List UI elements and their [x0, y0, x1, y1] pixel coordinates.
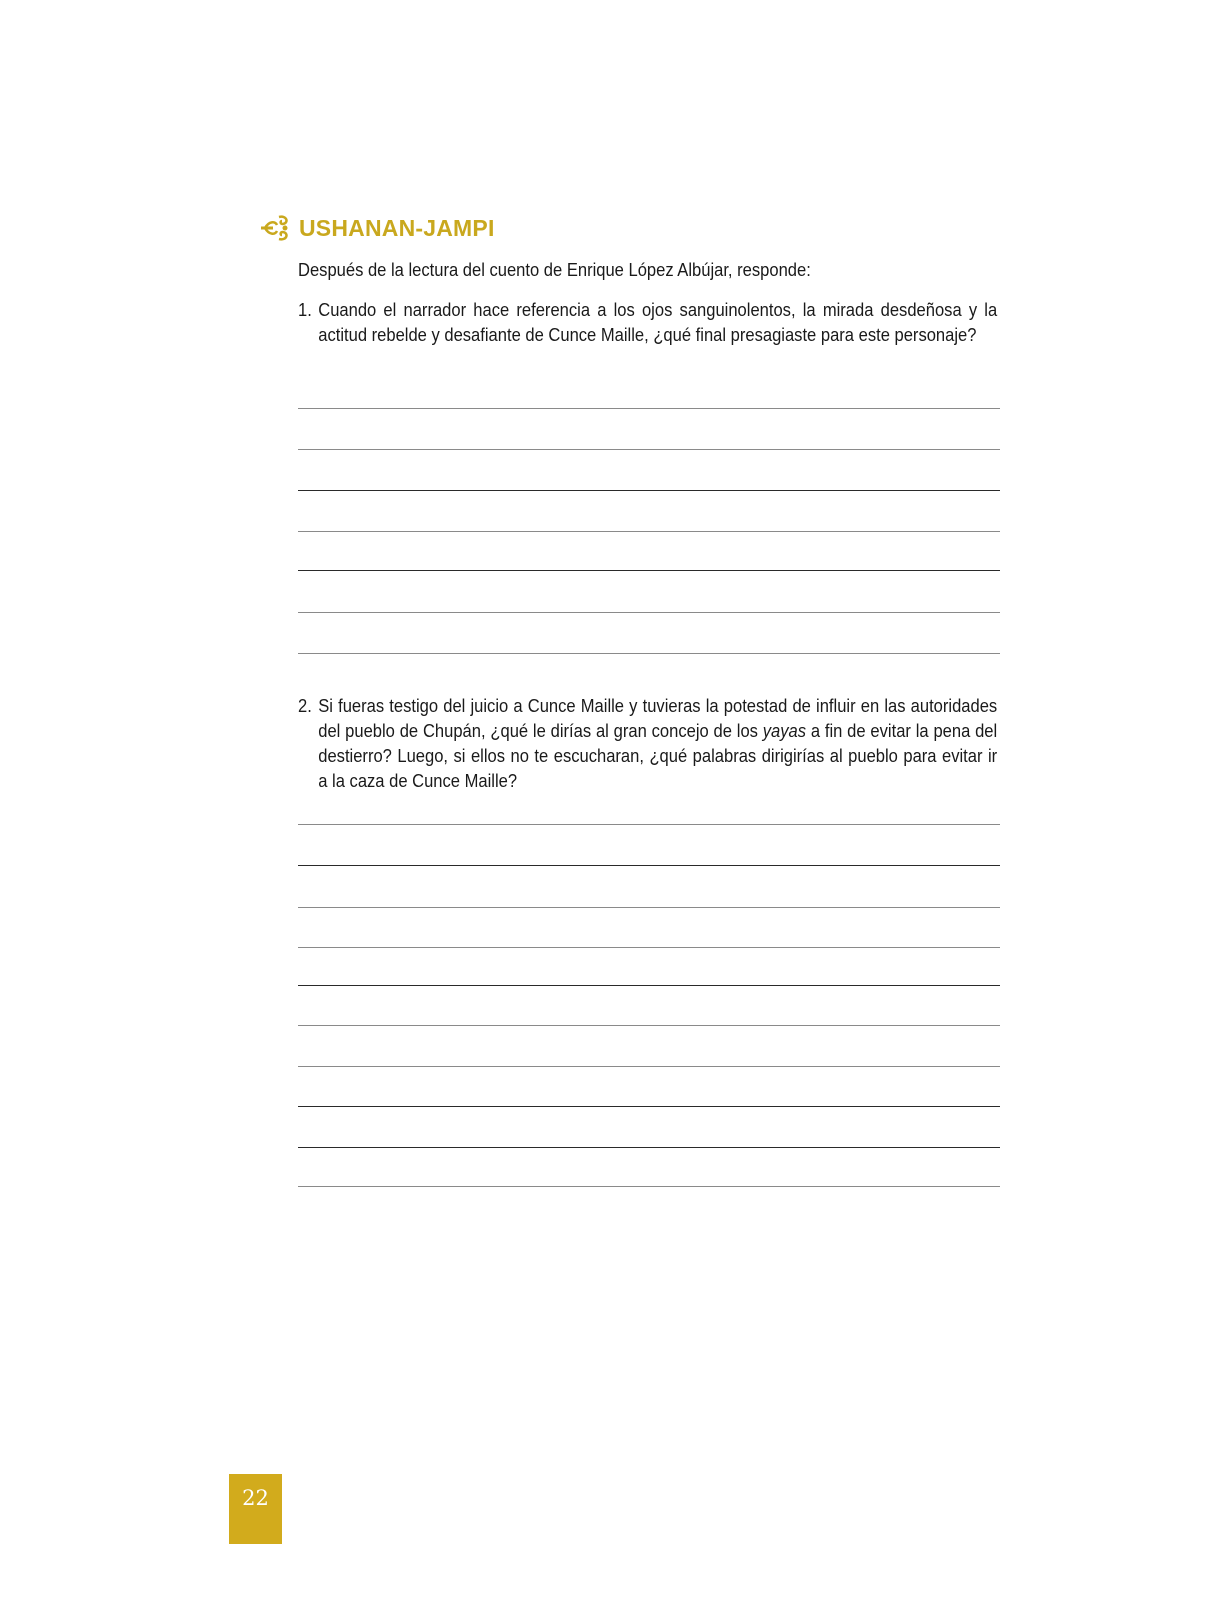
answer-line[interactable]	[298, 653, 1000, 654]
answer-line[interactable]	[298, 865, 1000, 866]
answer-line[interactable]	[298, 490, 1000, 491]
answer-line[interactable]	[298, 1186, 1000, 1187]
answer-line[interactable]	[298, 1106, 1000, 1107]
question-number: 2.	[298, 696, 312, 716]
question-text-part: a fin de evitar la pena del destierro? Luego, si ellos no te escucharan, ¿qué palabras dirigirías al pueblo para evitar ir a la caza de Cunce Maille?	[318, 721, 998, 791]
question-text	[318, 694, 997, 794]
question-text-italic: yayas	[762, 721, 807, 741]
answer-line[interactable]	[298, 612, 1000, 613]
page-number: 22	[242, 1486, 269, 1510]
answer-line[interactable]	[298, 1147, 1000, 1148]
page-number-badge	[229, 1474, 282, 1544]
fleuron-icon	[259, 211, 293, 245]
answer-line[interactable]	[298, 1066, 1000, 1067]
answer-line[interactable]	[298, 985, 1000, 986]
question-text: Cuando el narrador hace referencia a los ojos sanguinolentos, la mirada desdeñosa y la actitud rebelde y desafiante de Cunce Maille, ¿qué final presagiaste para este personaje?	[318, 300, 998, 345]
answer-line[interactable]	[298, 1025, 1000, 1026]
answer-line[interactable]	[298, 531, 1000, 532]
question-1	[298, 298, 997, 348]
intro-instruction: Después de la lectura del cuento de Enrique López Albújar, responde:	[298, 260, 811, 280]
question-text-part: Si fueras testigo del juicio a Cunce Maille y tuvieras la potestad de influir en las autoridades del pueblo de Chupán, ¿qué le dirías al gran concejo de los	[318, 696, 998, 741]
answer-line[interactable]	[298, 408, 1000, 409]
answer-line[interactable]	[298, 907, 1000, 908]
answer-line[interactable]	[298, 449, 1000, 450]
section-heading	[259, 208, 495, 248]
question-number: 1.	[298, 300, 312, 320]
section-title: USHANAN-JAMPI	[299, 214, 495, 241]
answer-line[interactable]	[298, 570, 1000, 571]
answer-line[interactable]	[298, 947, 1000, 948]
answer-line[interactable]	[298, 824, 1000, 825]
question-2	[298, 694, 997, 794]
